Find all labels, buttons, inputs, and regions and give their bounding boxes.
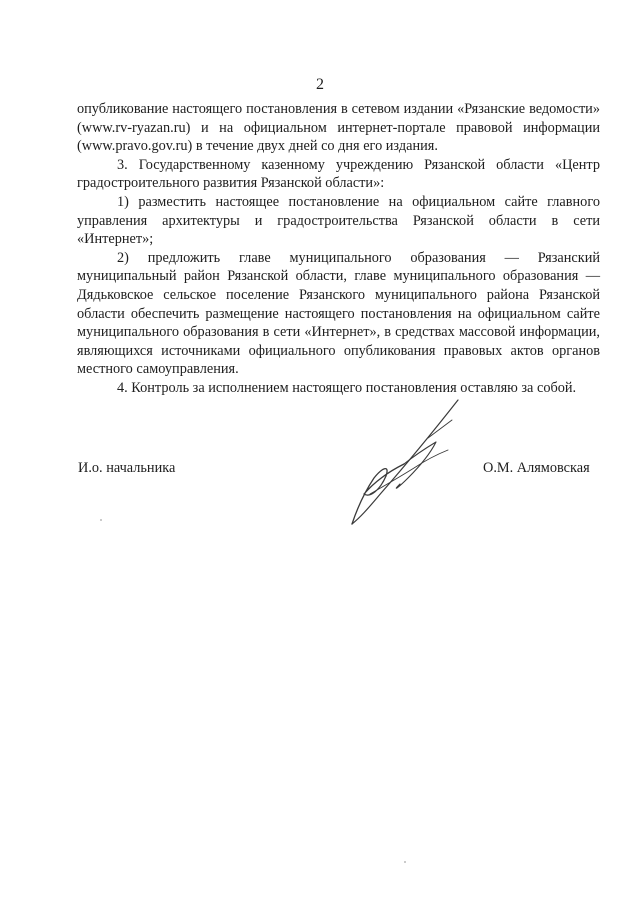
page-number: 2 [316,76,324,93]
document-body [77,100,600,398]
paragraph-item-4: 4. Контроль за исполнением настоящего постановления оставляю за собой. [117,379,577,396]
signatory-name: О.М. Алямовская [483,460,590,476]
scan-speck [404,861,406,863]
signatory-position: И.о. начальника [78,460,176,476]
paragraph-item-3: 3. Государственному казенному учреждению Рязанской области «Центр градостроительного развития Рязанской области»: [77,156,600,192]
paragraph-continuation: опубликование настоящего постановления в сетевом издании «Рязанские ведомости» (www.rv-ryazan.ru) и на официальном интернет-портале правовой информации (www.pravo.gov.ru) в течение двух дней со дня его издания. [77,101,600,155]
handwritten-signature [340,398,470,528]
paragraph-item-3-2: 2) предложить главе муниципального образования — Рязанский муниципальный район Рязанской области, главе муниципального образования — Дядьковское сельское поселение Рязанского муниципального района Рязанской области обеспечить размещение настоящего постановления на официальном сайте муниципального образования в сети «Интернет», в средствах массовой информации, являющихся источниками официального опубликования правовых актов органов местного самоуправления. [77,249,600,378]
scan-speck [100,519,102,521]
paragraph-item-3-1: 1) разместить настоящее постановление на официальном сайте главного управления архитектуры и градостроительства Рязанской области в сети «Интернет»; [77,193,600,248]
